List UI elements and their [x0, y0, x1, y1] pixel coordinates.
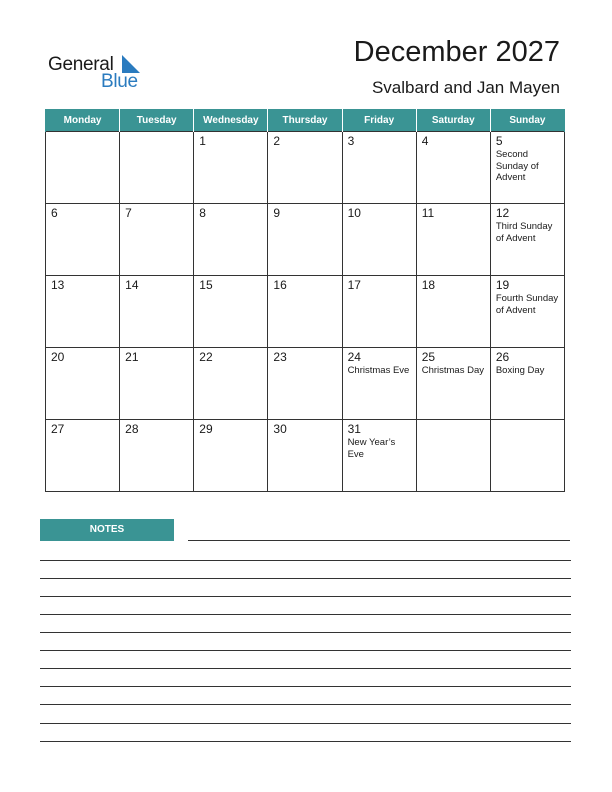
day-number: 19 — [495, 278, 510, 292]
day-number: 28 — [125, 422, 139, 436]
day-number: 27 — [51, 422, 65, 436]
day-cell — [46, 420, 120, 492]
day-number: 8 — [199, 206, 206, 220]
weekday-saturday: Saturday — [416, 109, 490, 132]
weekday-header-row — [46, 109, 565, 132]
day-number: 18 — [421, 278, 436, 292]
calendar-grid — [45, 109, 565, 492]
week-row — [46, 420, 565, 492]
day-number: 10 — [347, 206, 361, 220]
logo-word-blue: Blue — [101, 71, 138, 92]
note-line[interactable] — [40, 578, 571, 579]
weekday-friday: Friday — [342, 109, 416, 132]
day-number: 30 — [273, 422, 287, 436]
day-cell — [194, 420, 268, 492]
holiday-label: New Year’s Eve — [347, 437, 396, 460]
day-cell — [268, 276, 342, 348]
holiday-label: Christmas Day — [421, 365, 484, 376]
day-number: 16 — [273, 278, 287, 292]
note-line[interactable] — [40, 560, 571, 561]
day-cell — [342, 204, 416, 276]
week-row — [46, 276, 565, 348]
day-cell — [416, 132, 490, 204]
week-row — [46, 132, 565, 204]
day-cell — [268, 204, 342, 276]
day-cell — [490, 348, 564, 420]
day-cell — [268, 132, 342, 204]
day-number: 23 — [273, 350, 287, 364]
week-row — [46, 348, 565, 420]
day-number: 25 — [421, 350, 436, 364]
day-cell — [194, 132, 268, 204]
day-cell — [194, 204, 268, 276]
day-number: 24 — [347, 350, 361, 364]
day-cell — [120, 204, 194, 276]
day-number: 21 — [125, 350, 139, 364]
day-number: 12 — [495, 206, 510, 220]
holiday-label: Fourth Sunday of Advent — [495, 293, 559, 316]
day-cell — [490, 204, 564, 276]
day-cell — [194, 276, 268, 348]
day-number: 5 — [495, 134, 503, 148]
day-number: 31 — [347, 422, 361, 436]
note-line[interactable] — [40, 596, 571, 597]
day-number: 26 — [495, 350, 510, 364]
note-line[interactable] — [40, 741, 571, 742]
day-cell — [416, 420, 490, 492]
day-cell — [342, 420, 416, 492]
day-number: 7 — [125, 206, 132, 220]
note-line[interactable] — [188, 540, 570, 541]
day-cell — [268, 420, 342, 492]
day-cell — [120, 420, 194, 492]
holiday-label: Boxing Day — [495, 365, 545, 376]
day-cell — [268, 348, 342, 420]
calendar-subtitle: Svalbard and Jan Mayen — [371, 78, 560, 97]
weekday-sunday: Sunday — [490, 109, 564, 132]
day-number: 29 — [199, 422, 213, 436]
calendar-title: December 2027 — [353, 36, 560, 68]
day-cell — [342, 132, 416, 204]
notes-label: NOTES — [40, 519, 174, 541]
day-number: 1 — [199, 134, 206, 148]
holiday-label: Christmas Eve — [347, 365, 410, 376]
day-cell — [46, 276, 120, 348]
day-number: 11 — [421, 206, 435, 220]
day-cell — [120, 276, 194, 348]
weekday-thursday: Thursday — [268, 109, 342, 132]
note-line[interactable] — [40, 723, 571, 724]
day-number: 6 — [51, 206, 58, 220]
day-cell — [416, 348, 490, 420]
note-line[interactable] — [40, 650, 571, 651]
day-cell — [490, 420, 564, 492]
day-cell — [194, 348, 268, 420]
day-number: 9 — [273, 206, 281, 220]
logo-word-general: General — [48, 54, 114, 75]
day-number: 2 — [273, 134, 281, 148]
day-cell — [490, 132, 564, 204]
note-line[interactable] — [40, 632, 571, 633]
day-number: 13 — [51, 278, 65, 292]
weekday-tuesday: Tuesday — [120, 109, 194, 132]
weekday-monday: Monday — [46, 109, 120, 132]
day-cell — [490, 276, 564, 348]
day-cell — [342, 348, 416, 420]
weekday-wednesday: Wednesday — [194, 109, 268, 132]
logo — [48, 52, 158, 92]
day-cell — [46, 204, 120, 276]
day-cell — [46, 348, 120, 420]
day-number: 3 — [347, 134, 355, 148]
holiday-label: Second Sunday of Advent — [495, 149, 539, 183]
day-cell — [416, 276, 490, 348]
week-row — [46, 204, 565, 276]
day-number: 15 — [199, 278, 213, 292]
day-number: 17 — [347, 278, 361, 292]
day-number: 22 — [199, 350, 213, 364]
day-number: 14 — [125, 278, 139, 292]
note-line[interactable] — [40, 704, 571, 705]
note-line[interactable] — [40, 686, 571, 687]
day-number: 4 — [421, 134, 429, 148]
day-cell — [342, 276, 416, 348]
day-cell — [120, 132, 194, 204]
day-cell — [46, 132, 120, 204]
day-cell — [120, 348, 194, 420]
holiday-label: Third Sunday of Advent — [495, 221, 553, 244]
day-number: 20 — [51, 350, 65, 364]
day-cell — [416, 204, 490, 276]
note-line[interactable] — [40, 614, 571, 615]
note-line[interactable] — [40, 668, 571, 669]
